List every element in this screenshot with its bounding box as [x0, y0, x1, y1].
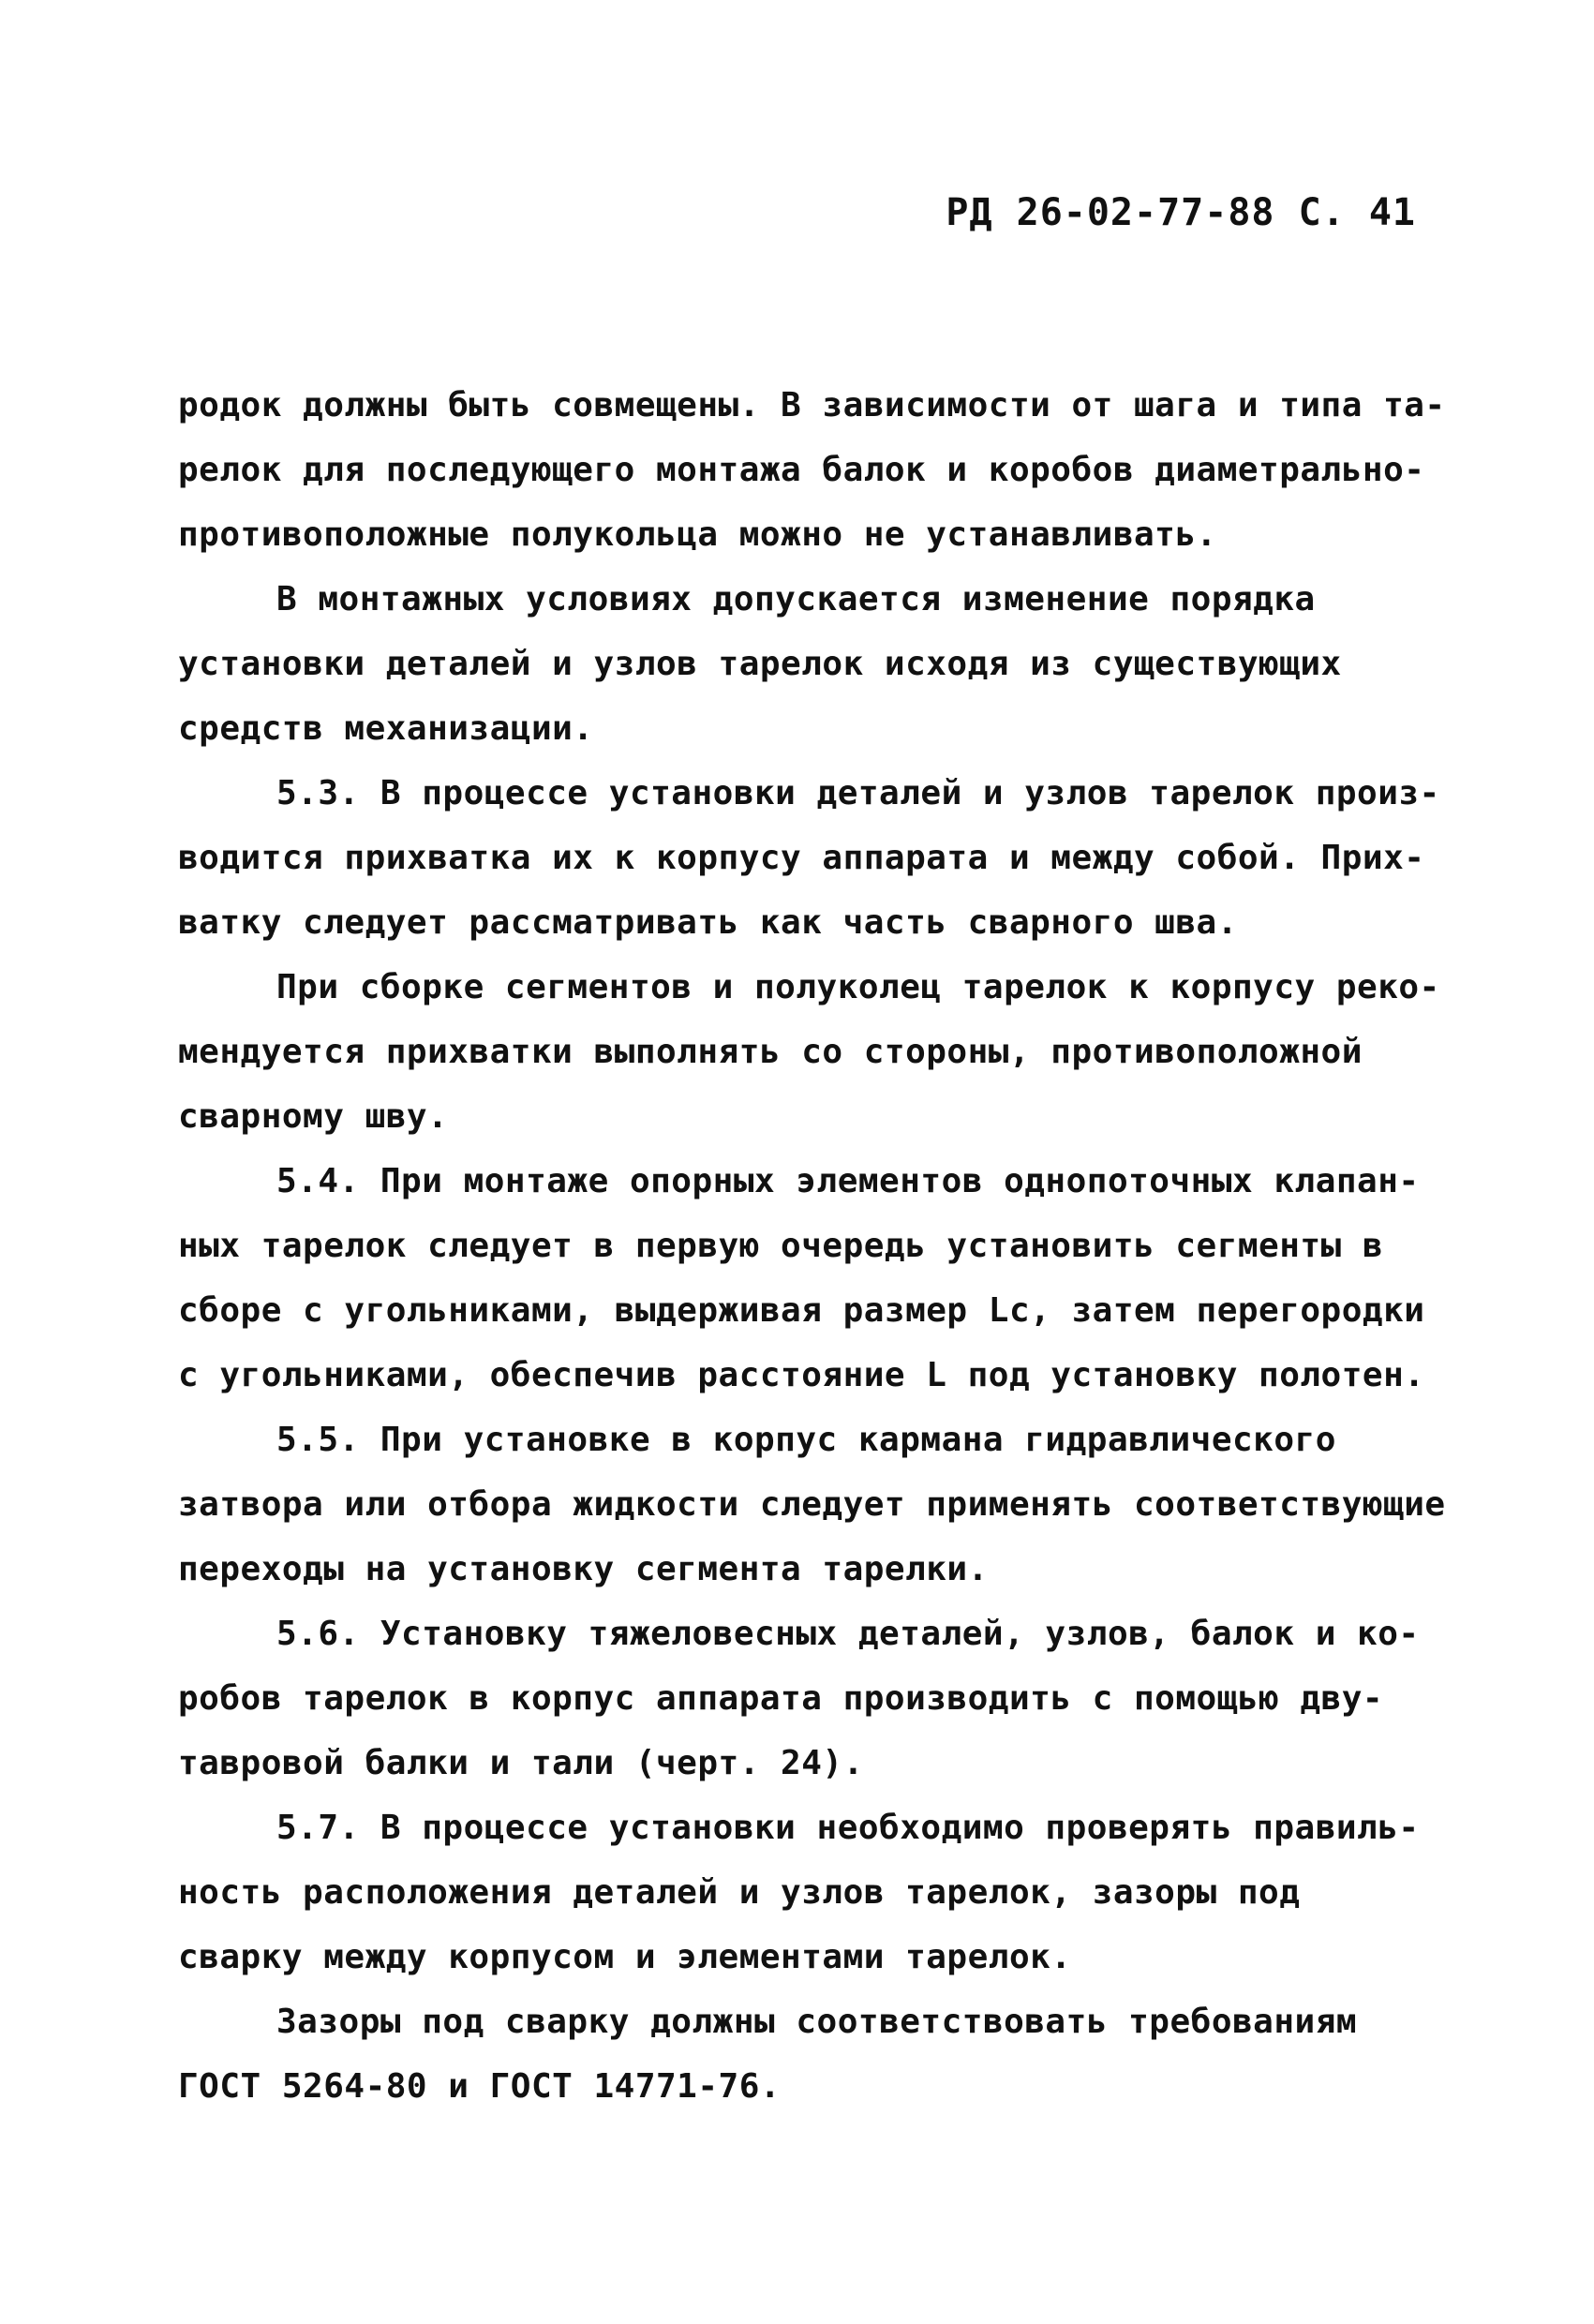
text-line: сварку между корпусом и элементами тарелок.	[178, 1938, 1072, 1976]
text-line: мендуется прихватки выполнять со стороны, противоположной	[178, 1033, 1363, 1071]
text-line: затвора или отбора жидкости следует применять соответствующие	[178, 1485, 1446, 1524]
text-line: релок для последующего монтажа балок и коробов диаметрально-	[178, 451, 1425, 489]
text-line: с угольниками, обеспечив расстояние L под установку полотен.	[178, 1356, 1425, 1394]
text-line: ность расположения деталей и узлов тарелок, зазоры под	[178, 1873, 1301, 1912]
document-body-text	[178, 373, 1446, 2119]
text-line: сборе с угольниками, выдерживая размер Lс, затем перегородки	[178, 1291, 1425, 1330]
text-line: 5.4. При монтаже опорных элементов однопоточных клапан-	[276, 1162, 1420, 1200]
page-header-reference: РД 26-02-77-88 С. 41	[946, 191, 1416, 234]
text-line: установки деталей и узлов тарелок исходя из существующих	[178, 645, 1342, 683]
text-line: 5.3. В процессе установки деталей и узлов тарелок произ-	[276, 774, 1440, 812]
text-line: Зазоры под сварку должны соответствовать требованиям	[276, 2003, 1358, 2041]
text-line: ватку следует рассматривать как часть сварного шва.	[178, 903, 1238, 942]
text-line: тавровой балки и тали (черт. 24).	[178, 1744, 864, 1782]
text-line: средств механизации.	[178, 709, 594, 748]
text-line: При сборке сегментов и полуколец тарелок к корпусу реко-	[276, 968, 1440, 1006]
text-line: В монтажных условиях допускается изменение порядка	[276, 580, 1316, 618]
text-line: сварному шву.	[178, 1097, 449, 1136]
text-line: ных тарелок следует в первую очередь установить сегменты в	[178, 1227, 1384, 1265]
text-line: ГОСТ 5264-80 и ГОСТ 14771-76.	[178, 2067, 782, 2106]
text-line: робов тарелок в корпус аппарата производить с помощью дву-	[178, 1679, 1384, 1718]
text-line: 5.6. Установку тяжеловесных деталей, узлов, балок и ко-	[276, 1615, 1420, 1653]
text-line: переходы на установку сегмента тарелки.	[178, 1550, 989, 1588]
text-line: водится прихватка их к корпусу аппарата и между собой. Прих-	[178, 839, 1425, 877]
text-line: 5.7. В процессе установки необходимо проверять правиль-	[276, 1809, 1420, 1847]
text-line: противоположные полукольца можно не устанавливать.	[178, 515, 1217, 554]
text-line: родок должны быть совмещены. В зависимости от шага и типа та-	[178, 386, 1446, 425]
text-line: 5.5. При установке в корпус кармана гидравлического	[276, 1421, 1336, 1459]
